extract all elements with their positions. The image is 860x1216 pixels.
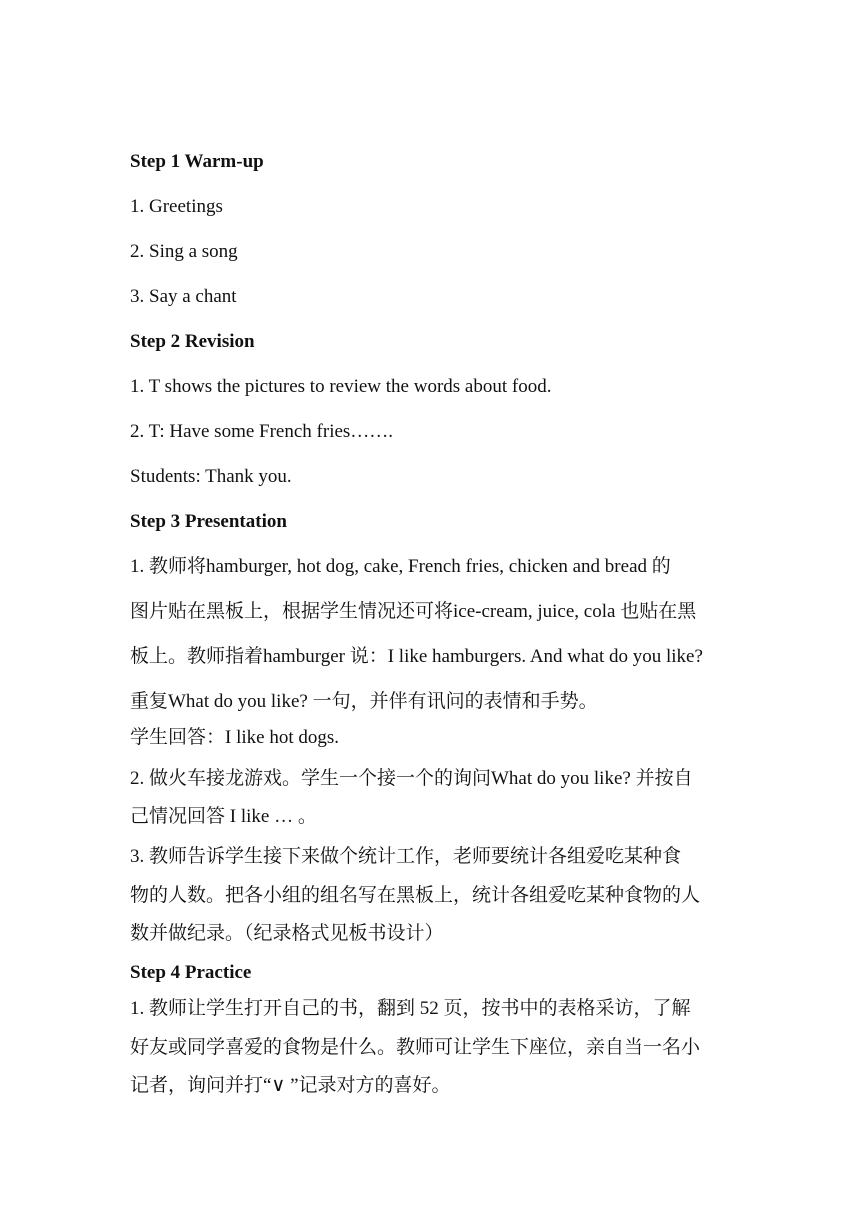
heading-step-4: Step 4 Practice <box>130 962 252 983</box>
heading-step-2: Step 2 Revision <box>130 331 255 352</box>
step-2-item-1: 1. T shows the pictures to review the words about food. <box>130 376 552 397</box>
step-1-item-3: 3. Say a chant <box>130 286 237 307</box>
step-3-paragraph-line: 重复What do you like? 一句，并伴有讯问的表情和手势。 <box>130 691 598 712</box>
heading-step-1: Step 1 Warm-up <box>130 151 264 172</box>
step-4-paragraph-line: 好友或同学喜爱的食物是什么。教师可让学生下座位，亲自当一名小 <box>130 1037 701 1058</box>
step-1-item-2: 2. Sing a song <box>130 241 238 262</box>
step-3-paragraph-line: 学生回答：I like hot dogs. <box>130 727 339 748</box>
step-3-paragraph-line: 图片贴在黑板上，根据学生情况还可将ice-cream, juice, cola 也贴在黑 <box>130 601 697 622</box>
step-3-paragraph-line: 己情况回答 I like … 。 <box>130 806 317 827</box>
step-3-paragraph-line: 3. 教师告诉学生接下来做个统计工作，老师要统计各组爱吃某种食 <box>130 846 682 867</box>
step-3-paragraph-line: 1. 教师将hamburger, hot dog, cake, French fries, chicken and bread 的 <box>130 556 671 577</box>
heading-step-3: Step 3 Presentation <box>130 511 287 532</box>
step-3-paragraph-line: 数并做纪录。（纪录格式见板书设计） <box>130 923 444 944</box>
step-1-item-1: 1. Greetings <box>130 196 223 217</box>
step-3-paragraph-line: 板上。教师指着hamburger 说：I like hamburgers. And what do you like? <box>130 646 703 667</box>
step-2-response: Students: Thank you. <box>130 466 292 487</box>
step-3-paragraph-line: 2. 做火车接龙游戏。学生一个接一个的询问What do you like? 并按自 <box>130 768 693 789</box>
step-4-paragraph-line: 记者，询问并打“∨ ”记录对方的喜好。 <box>130 1075 451 1096</box>
step-3-paragraph-line: 物的人数。把各小组的组名写在黑板上，统计各组爱吃某种食物的人 <box>130 885 701 906</box>
step-2-item-2: 2. T: Have some French fries……. <box>130 421 394 442</box>
step-4-paragraph-line: 1. 教师让学生打开自己的书，翻到 52 页，按书中的表格采访，了解 <box>130 998 691 1019</box>
